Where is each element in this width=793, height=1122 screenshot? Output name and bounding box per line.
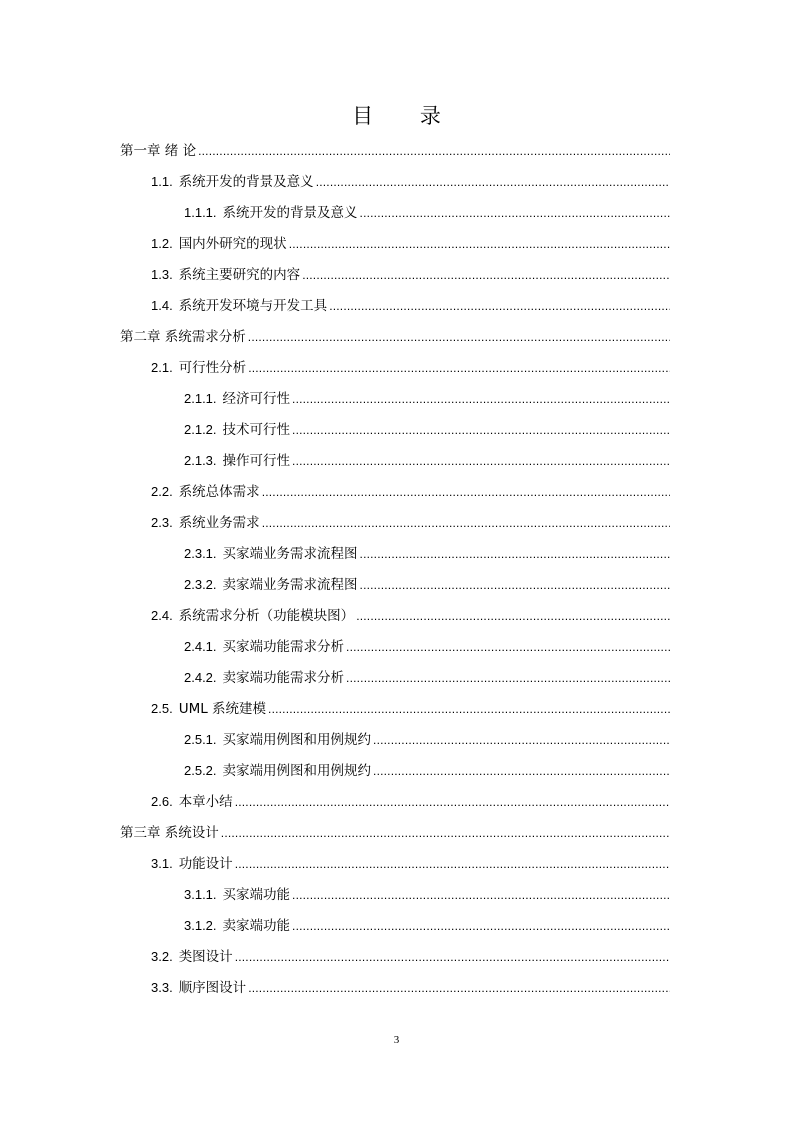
- toc-dot-leader: [262, 513, 670, 533]
- toc-entry[interactable]: [184, 635, 670, 657]
- toc-entry-number: 2.1.3.: [184, 453, 217, 468]
- toc-entry-label: 顺序图设计: [178, 980, 247, 996]
- toc-entry-label: 第一章 绪 论: [120, 143, 197, 159]
- toc-entry[interactable]: [151, 697, 670, 719]
- toc-dot-leader: [248, 327, 670, 347]
- toc-entry[interactable]: [151, 170, 670, 192]
- toc-entry-number: 2.1.2.: [184, 422, 217, 437]
- toc-dot-leader: [302, 265, 670, 285]
- toc-entry-label: UML 系统建模: [178, 701, 267, 717]
- toc-entry-label: 本章小结: [178, 794, 233, 810]
- toc-entry-number: 2.1.1.: [184, 391, 217, 406]
- toc-entry-label: 第二章 系统需求分析: [120, 329, 246, 345]
- toc-dot-leader: [221, 823, 670, 843]
- toc-entry-label: 国内外研究的现状: [178, 236, 287, 252]
- toc-entry-label: 类图设计: [178, 949, 233, 965]
- toc-entry[interactable]: [151, 976, 670, 998]
- toc-entry-label: 卖家端用例图和用例规约: [222, 763, 372, 779]
- toc-entry[interactable]: [184, 542, 670, 564]
- toc-dot-leader: [292, 420, 670, 440]
- toc-entry-label: 系统开发的背景及意义: [178, 174, 314, 190]
- toc-dot-leader: [316, 172, 670, 192]
- toc-entry[interactable]: [184, 573, 670, 595]
- toc-entry[interactable]: [120, 325, 670, 347]
- toc-dot-leader: [292, 451, 670, 471]
- toc-entry-label: 系统业务需求: [178, 515, 260, 531]
- toc-entry-number: 3.1.1.: [184, 887, 217, 902]
- toc-entry-label: 系统主要研究的内容: [178, 267, 301, 283]
- toc-entry[interactable]: [151, 790, 670, 812]
- toc-dot-leader: [346, 668, 670, 688]
- toc-entry-number: 2.4.2.: [184, 670, 217, 685]
- toc-dot-leader: [235, 947, 670, 967]
- toc-entry[interactable]: [151, 852, 670, 874]
- toc-entry-label: 买家端业务需求流程图: [222, 546, 358, 562]
- toc-entry-label: 系统总体需求: [178, 484, 260, 500]
- toc-dot-leader: [235, 854, 670, 874]
- toc-dot-leader: [289, 234, 670, 254]
- toc-entry[interactable]: [184, 201, 670, 223]
- toc-dot-leader: [268, 699, 670, 719]
- toc-entry-number: 2.2.: [151, 484, 173, 499]
- toc-dot-leader: [373, 730, 670, 750]
- toc-dot-leader: [373, 761, 670, 781]
- toc-entry[interactable]: [151, 232, 670, 254]
- toc-entry[interactable]: [120, 139, 670, 161]
- toc-entry-label: 买家端功能: [222, 887, 291, 903]
- toc-entry[interactable]: [151, 356, 670, 378]
- toc-entry-label: 系统需求分析（功能模块图）: [178, 608, 355, 624]
- toc-dot-leader: [329, 296, 670, 316]
- toc-entry[interactable]: [184, 883, 670, 905]
- toc-dot-leader: [235, 792, 670, 812]
- toc-entry-label: 买家端用例图和用例规约: [222, 732, 372, 748]
- toc-entry-number: 2.3.: [151, 515, 173, 530]
- toc-entry-number: 3.2.: [151, 949, 173, 964]
- toc-dot-leader: [248, 358, 670, 378]
- toc-entry-label: 系统开发的背景及意义: [222, 205, 358, 221]
- toc-dot-leader: [356, 606, 670, 626]
- toc-dot-leader: [292, 885, 670, 905]
- toc-entry-number: 2.3.2.: [184, 577, 217, 592]
- toc-entry-label: 卖家端功能: [222, 918, 291, 934]
- toc-entry-label: 系统开发环境与开发工具: [178, 298, 328, 314]
- toc-entry-label: 经济可行性: [222, 391, 291, 407]
- toc-entry[interactable]: [151, 945, 670, 967]
- toc-entry[interactable]: [151, 294, 670, 316]
- toc-entry-label: 卖家端业务需求流程图: [222, 577, 358, 593]
- toc-dot-leader: [360, 544, 670, 564]
- toc-entry-number: 2.6.: [151, 794, 173, 809]
- toc-entry[interactable]: [184, 449, 670, 471]
- toc-dot-leader: [346, 637, 670, 657]
- toc-entry[interactable]: [120, 821, 670, 843]
- toc-entry-label: 可行性分析: [178, 360, 247, 376]
- toc-entry-label: 功能设计: [178, 856, 233, 872]
- toc-entry-number: 1.4.: [151, 298, 173, 313]
- toc-dot-leader: [248, 978, 670, 998]
- toc-entry-number: 3.1.2.: [184, 918, 217, 933]
- toc-dot-leader: [262, 482, 670, 502]
- toc-dot-leader: [292, 916, 670, 936]
- toc-entry-number: 1.3.: [151, 267, 173, 282]
- toc-entry-number: 2.1.: [151, 360, 173, 375]
- toc-entry-number: 1.2.: [151, 236, 173, 251]
- toc-dot-leader: [360, 575, 670, 595]
- toc-entry[interactable]: [184, 418, 670, 440]
- toc-entry[interactable]: [151, 480, 670, 502]
- toc-entry[interactable]: [184, 666, 670, 688]
- toc-entry[interactable]: [184, 914, 670, 936]
- toc-entry-number: 1.1.1.: [184, 205, 217, 220]
- toc-dot-leader: [360, 203, 670, 223]
- toc-entry-number: 3.1.: [151, 856, 173, 871]
- toc-entry-number: 2.5.: [151, 701, 173, 716]
- toc-entry[interactable]: [184, 759, 670, 781]
- toc-entry-label: 技术可行性: [222, 422, 291, 438]
- toc-entry-number: 2.3.1.: [184, 546, 217, 561]
- toc-entry[interactable]: [151, 263, 670, 285]
- toc-entry[interactable]: [151, 511, 670, 533]
- toc-title: 目 录: [352, 104, 461, 128]
- toc-entry-number: 2.4.: [151, 608, 173, 623]
- toc-entry-label: 第三章 系统设计: [120, 825, 219, 841]
- toc-entry[interactable]: [151, 604, 670, 626]
- toc-entry-number: 2.4.1.: [184, 639, 217, 654]
- toc-entry-label: 买家端功能需求分析: [222, 639, 345, 655]
- toc-dot-leader: [198, 141, 670, 161]
- toc-dot-leader: [292, 389, 670, 409]
- toc-entry-number: 3.3.: [151, 980, 173, 995]
- toc-entry[interactable]: [184, 387, 670, 409]
- toc-entry-number: 2.5.2.: [184, 763, 217, 778]
- toc-entry-label: 操作可行性: [222, 453, 291, 469]
- toc-entry-number: 1.1.: [151, 174, 173, 189]
- toc-entry-number: 2.5.1.: [184, 732, 217, 747]
- toc-entry-label: 卖家端功能需求分析: [222, 670, 345, 686]
- page-number: 3: [393, 1034, 400, 1046]
- toc-entry[interactable]: [184, 728, 670, 750]
